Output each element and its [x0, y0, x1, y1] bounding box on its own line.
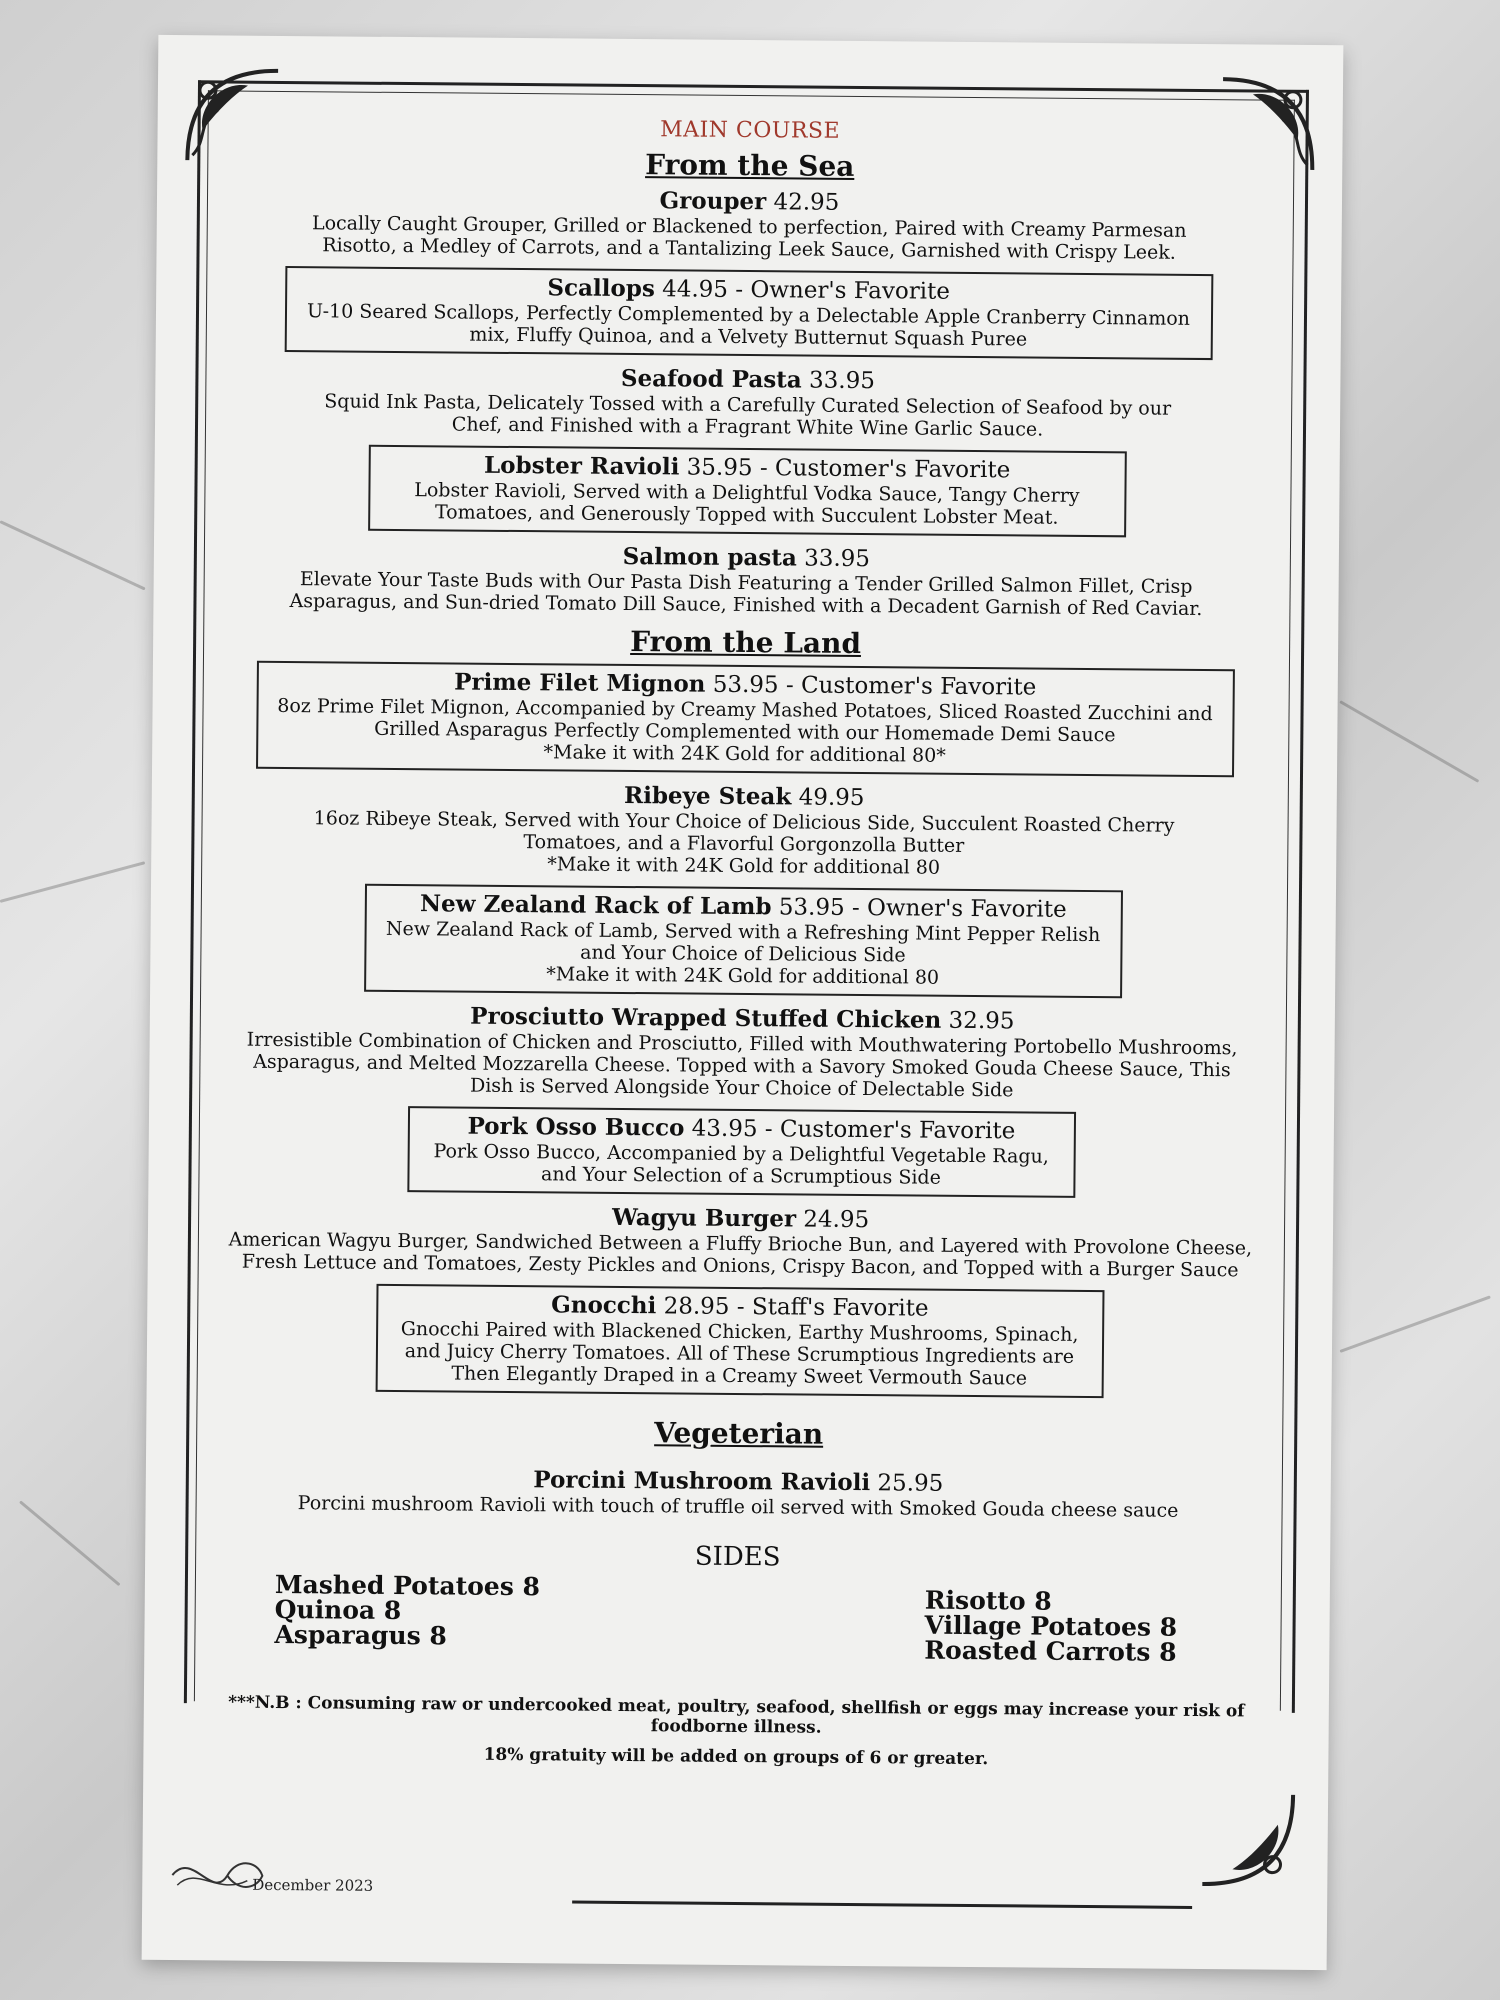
marble-vein — [0, 520, 146, 590]
dish-price: 25.95 — [877, 1470, 944, 1497]
dish-description: U-10 Seared Scallops, Perfectly Complemented by a Delectable Apple Cranberry Cinnamon mix, Fluffy Quinoa, and a Velvety Butternut Squash Puree — [306, 300, 1191, 351]
dish-wagyu-burger — [220, 1200, 1261, 1281]
dish-tag: - Owner's Favorite — [851, 894, 1067, 923]
dish-description: 16oz Ribeye Steak, Served with Your Choice of Delicious Side, Succulent Roasted Cherry Tomatoes, and a Flavorful Gorgonzolla Butter — [313, 807, 1175, 857]
dish-salmon-pasta — [266, 540, 1227, 620]
dish-stuffed-chicken — [242, 1001, 1243, 1104]
dish-price: 49.95 — [798, 784, 865, 812]
dish-description: American Wagyu Burger, Sandwiched Between a Fluffy Brioche Bun, and Layered with Provolone Cheese, Fresh Lettuce and Tomatoes, Zesty Pickles and Onions, Crispy Bacon, and Topped with a Burger Sauce — [228, 1228, 1253, 1282]
bottom-rule — [572, 1901, 1192, 1909]
marble-vein — [1339, 1295, 1490, 1353]
dish-tag: - Customer's Favorite — [764, 1116, 1016, 1145]
sides-list — [204, 1571, 1270, 1675]
dish-name: Pork Osso Bucco — [467, 1112, 685, 1142]
dish-description: Pork Osso Bucco, Accompanied by a Delightful Vegetable Ragu, and Your Selection of a Scrumptious Side — [433, 1140, 1049, 1189]
dish-tag: - Owner's Favorite — [735, 276, 951, 305]
dish-description: Locally Caught Grouper, Grilled or Blackened to perfection, Paired with Creamy Parmesan Risotto, a Medley of Carrots, and a Tantalizing Leek Sauce, Garnished with Crispy Leek. — [311, 212, 1187, 264]
side-item: Asparagus 8 — [274, 1619, 447, 1651]
dish-price: 33.95 — [808, 367, 876, 395]
dish-price: 53.95 — [712, 671, 779, 699]
dish-name: Salmon pasta — [622, 542, 797, 572]
side-item: Roasted Carrots 8 — [924, 1635, 1177, 1667]
dish-name: Ribeye Steak — [623, 781, 792, 811]
sides-left-column — [274, 1569, 541, 1651]
side-item: Risotto 8 — [924, 1585, 1052, 1616]
dish-scallops — [284, 266, 1213, 360]
dish-ribeye — [264, 779, 1225, 881]
dish-seafood-pasta — [297, 362, 1198, 442]
dish-description: Squid Ink Pasta, Delicately Tossed with a Carefully Curated Selection of Seafood by our Chef, and Finished with a Fragrant White Wine Garlic Sauce. — [324, 390, 1172, 441]
dish-note: *Make it with 24K Gold for additional 80 — [546, 963, 940, 989]
dish-price: 42.95 — [773, 189, 840, 216]
marble-vein — [0, 861, 145, 903]
dish-description: Lobster Ravioli, Served with a Delightful Vodka Sauce, Tangy Cherry Tomatoes, and Generously Topped with Succulent Lobster Meat. — [414, 479, 1080, 529]
dish-name: Gnocchi — [551, 1291, 657, 1320]
dish-description: Porcini mushroom Ravioli with touch of truffle oil served with Smoked Gouda cheese sauce — [297, 1492, 1179, 1522]
gratuity-notice: 18% gratuity will be added on groups of 6 or greater. — [483, 1744, 989, 1770]
dish-note: *Make it with 24K Gold for additional 80* — [543, 741, 946, 767]
side-item: Village Potatoes 8 — [924, 1610, 1178, 1642]
dish-osso-bucco — [407, 1106, 1076, 1198]
dish-description: Irresistible Combination of Chicken and Prosciutto, Filled with Mouthwatering Portobello Mushrooms, Asparagus, and Melted Mozzarella Cheese. Topped with a Savory Smoked Gouda Cheese Sauce, This Dish is Served Alongside Your Choice of Delectable Side — [246, 1028, 1238, 1102]
marble-vein — [1339, 700, 1479, 783]
dish-price: 53.95 — [778, 894, 845, 921]
food-safety-notice: ***N.B : Consuming raw or undercooked meat, poultry, seafood, shellfish or eggs may increase your risk of foodborne illness. — [228, 1692, 1245, 1738]
dish-description: 8oz Prime Filet Mignon, Accompanied by Creamy Mashed Potatoes, Sliced Roasted Zucchini and Grilled Asparagus Perfectly Complemented with our Homemade Demi Sauce — [277, 694, 1213, 747]
dish-name: Seafood Pasta — [620, 364, 802, 394]
dish-tag: - Staff's Favorite — [736, 1293, 929, 1322]
sides-right-column — [924, 1585, 1178, 1667]
dish-name: Scallops — [547, 274, 655, 303]
dish-name: Lobster Ravioli — [483, 451, 680, 481]
dish-price: 35.95 — [686, 454, 753, 482]
dish-description: Gnocchi Paired with Blackened Chicken, Earthy Mushrooms, Spinach, and Juicy Cherry Tomatoes. All of These Scrumptious Ingredients are Then Elegantly Draped in a Creamy Sweet Vermouth Sauce — [400, 1318, 1079, 1390]
dish-name: Porcini Mushroom Ravioli — [533, 1466, 871, 1497]
dish-price: 28.95 — [663, 1293, 730, 1320]
dish-price: 44.95 — [662, 276, 729, 303]
dish-price: 33.95 — [804, 545, 871, 573]
marble-vein — [19, 1500, 121, 1586]
sides-title: SIDES — [694, 1541, 781, 1573]
dish-grouper — [289, 184, 1210, 264]
dish-name: Grouper — [659, 187, 767, 216]
dish-rack-of-lamb — [364, 884, 1123, 999]
menu-heading: MAIN COURSE — [660, 117, 841, 144]
menu-date: December 2023 — [252, 1875, 374, 1895]
dish-description: Elevate Your Taste Buds with Our Pasta Dish Featuring a Tender Grilled Salmon Fillet, Crisp Asparagus, and Sun-dried Tomato Dill Sauce, Finished with a Decadent Garnish of Red Caviar. — [289, 568, 1203, 620]
dish-tag: - Customer's Favorite — [759, 455, 1011, 484]
section-from-the-land: From the Land — [630, 625, 862, 661]
section-vegetarian: Vegeterian — [654, 1416, 824, 1451]
dish-gnocchi — [375, 1284, 1104, 1398]
dish-name: New Zealand Rack of Lamb — [419, 890, 772, 921]
side-item: Quinoa 8 — [274, 1594, 402, 1626]
dish-name: Prosciutto Wrapped Stuffed Chicken — [470, 1002, 942, 1034]
dish-price: 24.95 — [803, 1206, 870, 1234]
dish-description: New Zealand Rack of Lamb, Served with a Refreshing Mint Pepper Relish and Your Choice of Delicious Side — [385, 917, 1101, 967]
menu-page — [142, 35, 1344, 1970]
section-from-the-sea: From the Sea — [645, 148, 855, 183]
dish-name: Wagyu Burger — [611, 1203, 797, 1233]
side-item: Mashed Potatoes 8 — [274, 1569, 541, 1602]
dish-note: *Make it with 24K Gold for additional 80 — [547, 853, 941, 879]
dish-price: 43.95 — [691, 1115, 758, 1143]
menu-content — [203, 105, 1282, 1771]
dish-lobster-ravioli — [368, 445, 1127, 538]
dish-name: Prime Filet Mignon — [454, 668, 706, 698]
dish-price: 32.95 — [948, 1007, 1015, 1035]
dish-tag: - Customer's Favorite — [785, 672, 1037, 701]
ornament-bottom-right-icon — [1192, 1784, 1303, 1895]
dish-filet-mignon — [256, 661, 1235, 778]
dish-porcini-ravioli — [258, 1464, 1218, 1522]
